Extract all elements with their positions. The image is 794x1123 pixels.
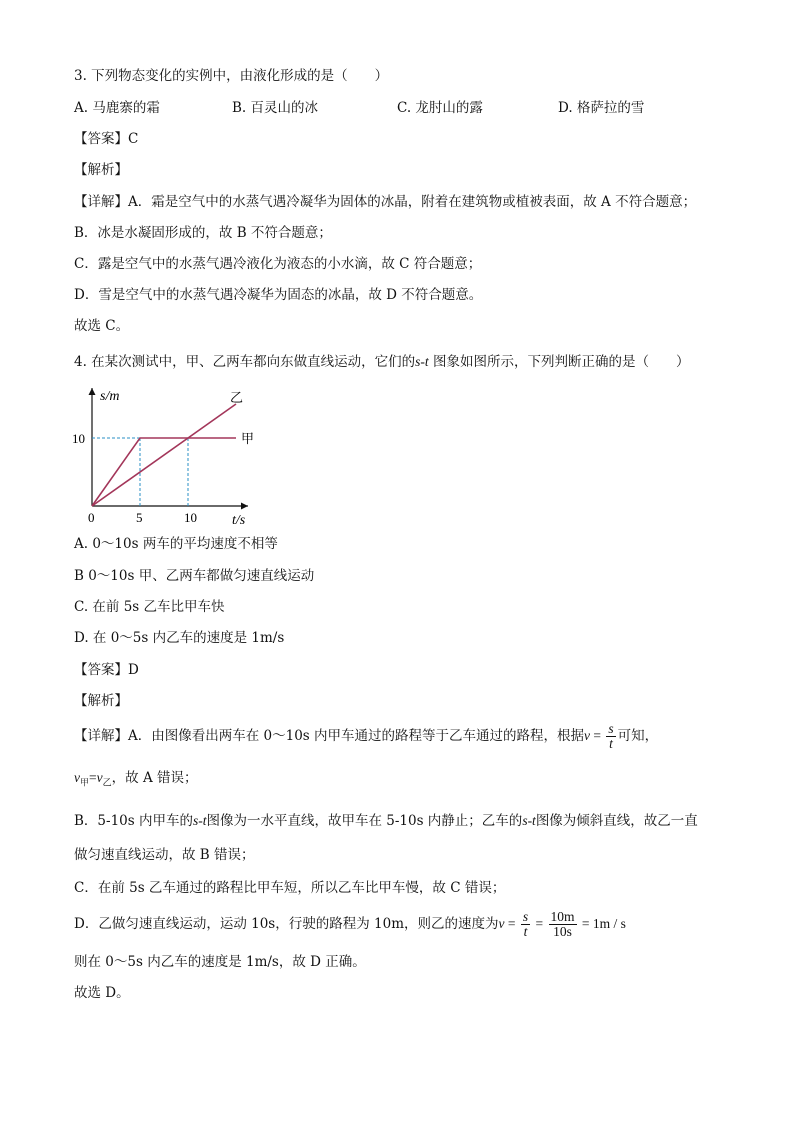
frac2-s: s xyxy=(522,909,529,924)
x-tick-label-1: 5 xyxy=(136,510,143,525)
q4-detail-a-line2-tail: ，故 A 错误； xyxy=(111,770,198,786)
q4-option-a: A. 0～10s 两车的平均速度不相等 xyxy=(74,536,278,552)
q3-option-d: D. 格萨拉的雪 xyxy=(558,100,645,116)
q3-option-b: B. 百灵山的冰 xyxy=(232,100,319,116)
series-label-1: 乙 xyxy=(230,391,244,406)
v-jia-symbol: v xyxy=(74,770,80,785)
q4-detail-a-text: 【详解】A．由图像看出两车在 0～10s 内甲车通过的路程等于乙车通过的路程，根据 xyxy=(74,728,585,744)
formula2-result: 1m / s xyxy=(592,916,626,931)
series-line-0 xyxy=(92,438,236,506)
st-graph xyxy=(72,380,280,530)
x-tick-label-0: 0 xyxy=(88,510,95,525)
q4-detail-b-line2: 做匀速直线运动，故 B 错误； xyxy=(74,847,255,863)
frac2-t: t xyxy=(523,924,528,939)
formula2-values xyxy=(549,910,577,939)
q3-answer: 【答案】C xyxy=(74,131,139,147)
formula2-eq2: = xyxy=(532,916,547,931)
q4-stem-st: s-t xyxy=(415,354,429,369)
formula2-s-over-t xyxy=(521,910,530,939)
formula2-eq1: = xyxy=(504,916,519,931)
q4-detail-b-part1: B．5-10s 内甲车的 xyxy=(74,813,193,829)
q4-detail-a-line2 xyxy=(74,768,198,794)
q4-option-c: C. 在前 5s 乙车比甲车快 xyxy=(74,599,225,615)
q3-stem: 3. 下列物态变化的实例中，由液化形成的是（ ） xyxy=(74,68,389,84)
q3-detail-c: C．露是空气中的水蒸气遇冷液化为液态的小水滴，故 C 符合题意； xyxy=(74,256,482,272)
x-axis-label: t/s xyxy=(232,513,246,528)
v-jia-sub: 甲 xyxy=(80,778,90,789)
q3-conclusion: 故选 C。 xyxy=(74,318,130,334)
q4-detail-b xyxy=(74,811,698,831)
q4-detail-b-st2: s-t xyxy=(522,813,536,828)
series-line-1 xyxy=(92,404,236,506)
frac-numerator: s xyxy=(608,721,614,736)
q3-option-a: A. 马鹿寨的霜 xyxy=(74,100,160,116)
q4-stem-tail: 图象如图所示，下列判断正确的是（ ） xyxy=(428,354,690,370)
q4-detail-d-text: D．乙做匀速直线运动，运动 10s，行驶的路程为 10m，则乙的速度为 xyxy=(74,916,499,932)
q4-option-d: D. 在 0～5s 内乙车的速度是 1m/s xyxy=(74,630,285,646)
q4-option-b: B 0～10s 甲、乙两车都做匀速直线运动 xyxy=(74,568,315,584)
q4-detail-a xyxy=(74,722,658,751)
frac-denominator: t xyxy=(609,736,613,751)
q3-detail-b: B．冰是水凝固形成的，故 B 不符合题意； xyxy=(74,225,332,241)
formula-s-over-t xyxy=(606,722,615,751)
formula2-v: v xyxy=(498,916,505,931)
q4-analysis-heading: 【解析】 xyxy=(74,693,128,709)
frac2-num: 10m xyxy=(550,909,575,924)
frac2-den: 10s xyxy=(553,924,572,939)
q3-detail-d: D．雪是空气中的水蒸气遇冷凝华为固态的冰晶，故 D 不符合题意。 xyxy=(74,287,483,303)
equals-sign: = xyxy=(89,770,97,785)
q3-detail-a: 【详解】A．霜是空气中的水蒸气遇冷凝华为固体的冰晶，附着在建筑物或植被表面，故 A 不符合题意； xyxy=(74,194,697,210)
q4-detail-b-part2: 图像为一水平直线，故甲车在 5-10s 内静止；乙车的 xyxy=(206,813,523,829)
q4-detail-a-tail: 可知， xyxy=(617,728,659,744)
y-axis-label: s/m xyxy=(100,389,120,404)
q4-answer: 【答案】D xyxy=(74,662,139,678)
q4-detail-d-line2: 则在 0～5s 内乙车的速度是 1m/s，故 D 正确。 xyxy=(74,954,366,970)
q4-detail-c: C．在前 5s 乙车通过的路程比甲车短，所以乙车比甲车慢，故 C 错误； xyxy=(74,880,506,896)
series-label-0: 甲 xyxy=(241,432,255,447)
formula2-eq3: = xyxy=(578,916,593,931)
q4-stem xyxy=(74,352,689,372)
q3-option-c: C. 龙肘山的露 xyxy=(397,100,483,116)
v-yi-sub: 乙 xyxy=(102,778,112,789)
q4-detail-b-part3: 图像为倾斜直线，故乙一直 xyxy=(535,813,698,829)
x-tick-label-2: 10 xyxy=(184,510,197,525)
q4-conclusion: 故选 D。 xyxy=(74,985,130,1001)
v-yi-symbol: v xyxy=(96,770,103,785)
q4-detail-d xyxy=(74,908,626,940)
q4-detail-b-st1: s-t xyxy=(192,813,207,828)
formula-v: v xyxy=(584,728,591,743)
q4-stem-text: 4. 在某次测试中，甲、乙两车都向东做直线运动，它们的 xyxy=(74,354,416,370)
q3-analysis-heading: 【解析】 xyxy=(74,162,128,178)
formula-eq: = xyxy=(590,728,605,743)
y-tick-label-0: 10 xyxy=(72,431,85,446)
